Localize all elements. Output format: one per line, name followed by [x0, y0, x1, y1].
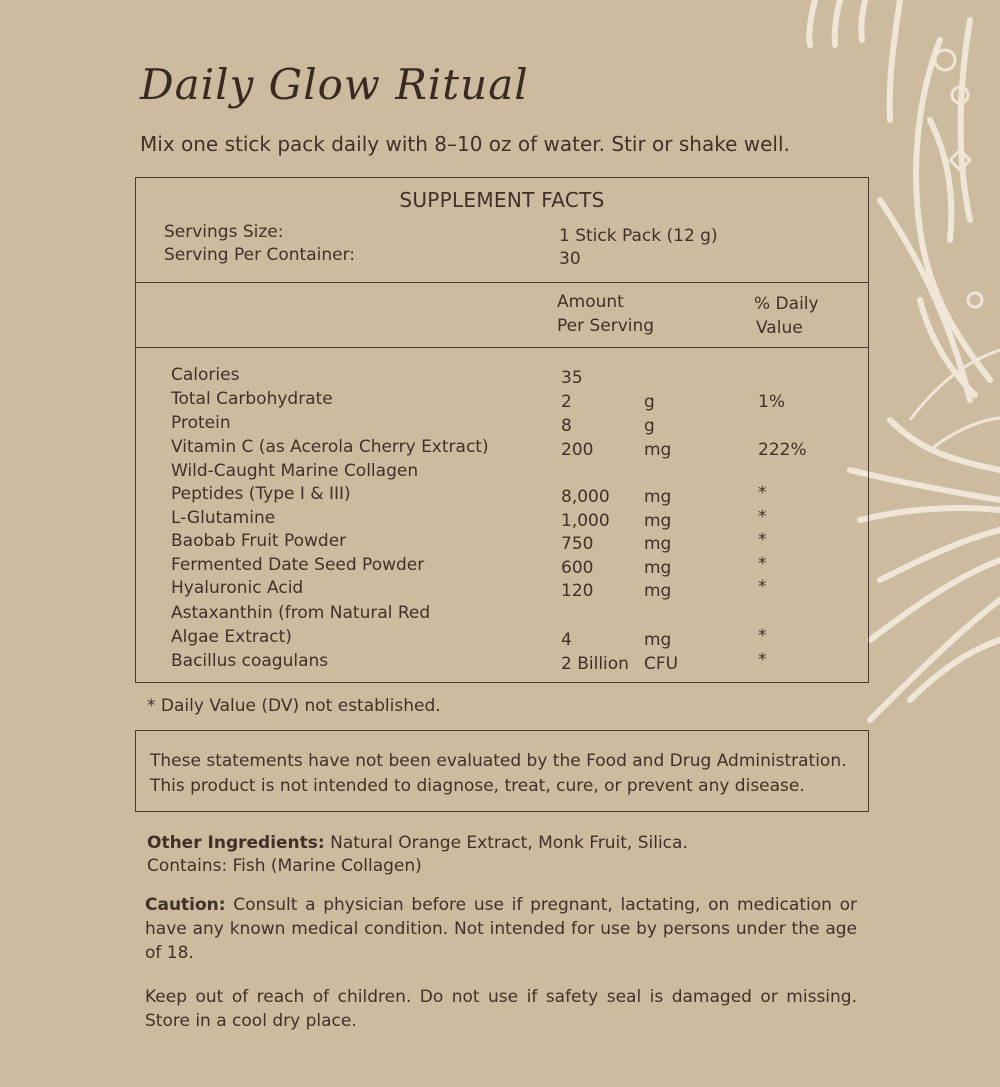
supplement-facts-panel	[135, 177, 869, 683]
nutrient-unit: mg	[644, 534, 672, 554]
nutrient-amount: 35	[561, 368, 583, 388]
caution-label: Caution:	[145, 895, 226, 915]
nutrient-amount: 2	[561, 392, 572, 412]
caution-statement	[145, 893, 857, 965]
nutrient-row	[136, 437, 868, 461]
other-ingredients	[147, 832, 688, 878]
nutrient-name: Baobab Fruit Powder	[171, 531, 347, 551]
nutrient-unit: mg	[644, 581, 672, 601]
amount-header-line2: Per Serving	[557, 316, 655, 336]
nutrient-name-note: (Type I & III)	[243, 484, 351, 504]
page-title: Daily Glow Ritual	[140, 60, 529, 109]
nutrient-unit: mg	[644, 487, 672, 507]
facts-column-header	[136, 282, 868, 348]
nutrient-name: Total Carbohydrate	[171, 389, 333, 409]
facts-header-section	[136, 178, 868, 283]
nutrient-row	[136, 413, 868, 437]
nutrient-dv: *	[758, 577, 767, 597]
nutrient-name: Hyaluronic Acid	[171, 578, 304, 598]
nutrient-dv: 222%	[758, 440, 807, 460]
nutrient-name-note: Algae Extract)	[171, 627, 292, 647]
facts-heading: SUPPLEMENT FACTS	[399, 188, 605, 212]
nutrient-amount: 8	[561, 416, 572, 436]
nutrient-dv: *	[758, 626, 767, 646]
nutrient-amount: 600	[561, 558, 594, 578]
nutrient-dv: *	[758, 507, 767, 527]
contains-label: Contains:	[147, 856, 228, 876]
servings-per-container-label: Serving Per Container:	[164, 245, 355, 265]
amount-header-line1: Amount	[557, 292, 624, 312]
nutrient-row	[136, 651, 868, 675]
nutrient-unit: mg	[644, 630, 672, 650]
nutrient-amount: 750	[561, 534, 594, 554]
dv-header-line2: Value	[756, 318, 803, 338]
nutrient-name: L-Glutamine	[171, 508, 276, 528]
nutrient-amount: 8,000	[561, 487, 610, 507]
contains-text: Fish (Marine Collagen)	[227, 856, 422, 876]
nutrient-name	[171, 437, 489, 457]
contains-line	[147, 855, 688, 878]
nutrient-row	[136, 531, 868, 555]
fda-disclaimer	[135, 730, 869, 812]
nutrient-name	[171, 603, 430, 623]
fda-disclaimer-line1: These statements have not been evaluated by the Food and Drug Administration.	[150, 751, 847, 771]
nutrient-unit: mg	[644, 558, 672, 578]
nutrient-amount: 200	[561, 440, 594, 460]
nutrient-name-main: Peptides	[171, 484, 244, 504]
nutrient-dv: *	[758, 554, 767, 574]
nutrient-unit: mg	[644, 440, 672, 460]
daily-value-footnote: * Daily Value (DV) not established.	[147, 696, 441, 716]
nutrient-row	[136, 389, 868, 413]
nutrient-row	[136, 484, 868, 508]
nutrient-name-note: (as Acerola Cherry Extract)	[253, 437, 489, 457]
nutrient-name-main: Astaxanthin	[171, 603, 273, 623]
dv-header-line1: % Daily	[754, 294, 819, 314]
other-ingredients-text: Natural Orange Extract, Monk Fruit, Silica.	[324, 833, 688, 853]
nutrient-name-main: Vitamin C	[171, 437, 254, 457]
nutrient-row	[136, 603, 868, 627]
other-ingredients-line	[147, 832, 688, 855]
nutrient-unit: mg	[644, 511, 672, 531]
nutrient-name: Calories	[171, 365, 240, 385]
nutrient-row	[136, 508, 868, 532]
usage-instructions: Mix one stick pack daily with 8–10 oz of water. Stir or shake well.	[140, 132, 790, 156]
nutrient-name: Wild-Caught Marine Collagen	[171, 461, 419, 481]
nutrient-unit: g	[644, 416, 655, 436]
nutrient-row	[136, 461, 868, 485]
nutrient-unit: g	[644, 392, 655, 412]
nutrient-amount: 2 Billion	[561, 654, 629, 674]
nutrient-row	[136, 578, 868, 602]
nutrient-amount: 120	[561, 581, 594, 601]
other-ingredients-label: Other Ingredients:	[147, 833, 325, 853]
caution-text: Consult a physician before use if pregnant, lactating, on medication or have any known medical condition. Not intended for use by persons under the age of 18.	[145, 895, 857, 963]
nutrient-row	[136, 365, 868, 389]
storage-statement: Keep out of reach of children. Do not use if safety seal is damaged or missing. Store in a cool dry place.	[145, 987, 857, 1031]
fda-disclaimer-line2: This product is not intended to diagnose, treat, cure, or prevent any disease.	[150, 776, 805, 796]
nutrient-row	[136, 627, 868, 651]
nutrient-dv: *	[758, 483, 767, 503]
serving-size-value: 1 Stick Pack (12 g)	[559, 226, 718, 246]
servings-per-container-value: 30	[559, 249, 581, 269]
nutrient-dv: 1%	[758, 392, 785, 412]
nutrient-dv: *	[758, 650, 767, 670]
nutrient-name	[171, 484, 351, 504]
nutrient-name: Protein	[171, 413, 231, 433]
nutrient-unit: CFU	[644, 654, 679, 674]
nutrient-name: Bacillus coagulans	[171, 651, 329, 671]
nutrient-name-note: (from Natural Red	[272, 603, 431, 623]
nutrient-amount: 1,000	[561, 511, 610, 531]
nutrient-row	[136, 555, 868, 579]
nutrient-dv: *	[758, 530, 767, 550]
nutrient-amount: 4	[561, 630, 572, 650]
nutrient-name: Fermented Date Seed Powder	[171, 555, 425, 575]
serving-size-label: Servings Size:	[164, 222, 284, 242]
